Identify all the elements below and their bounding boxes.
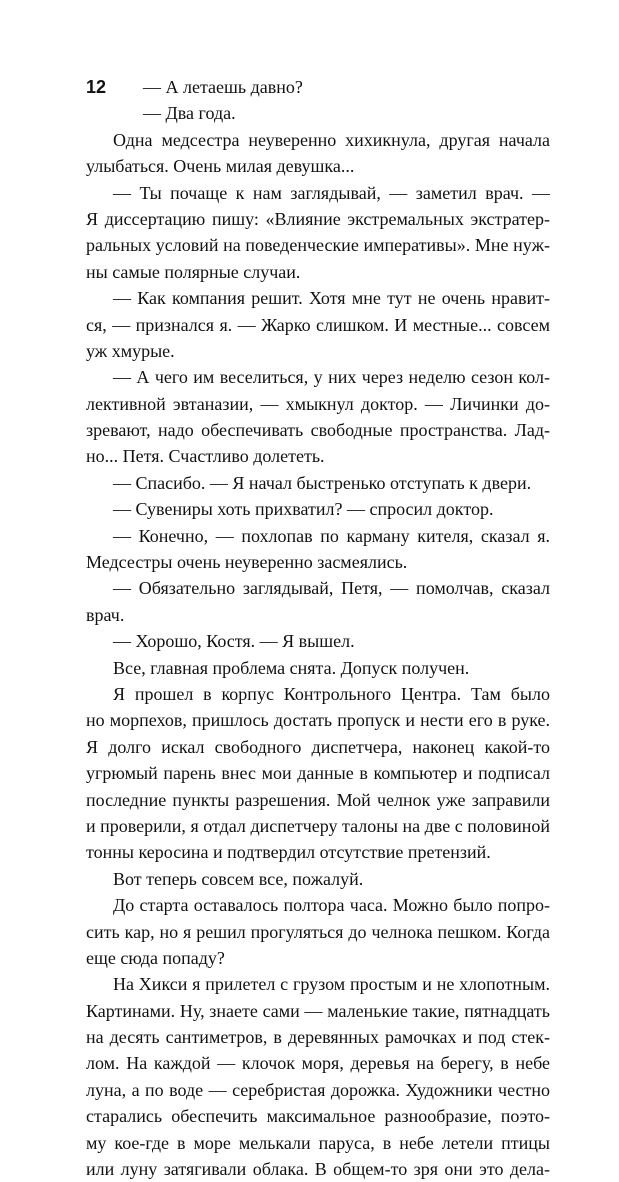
text-line: сить кар, но я решил прогуляться до челнока пешком. Когда	[86, 921, 550, 942]
text-line: — Конечно, — похлопав по карману кителя, сказал я.	[113, 525, 550, 546]
text-line: лом. На каждой — клочок моря, деревья на берегу, в небе	[86, 1053, 550, 1074]
text-line: — Два года.	[143, 103, 236, 124]
text-line: лективной эвтаназии, — хмыкнул доктор. — Личинки до-	[86, 393, 550, 414]
text-line: На Хикси я прилетел с грузом простым и не хлопотным.	[113, 974, 550, 995]
text-line: ся, — признался я. — Жарко слишком. И местные... совсем	[86, 314, 550, 335]
text-line: последние пункты разрешения. Мой челнок уже заправили	[86, 789, 550, 810]
text-line: тонны керосина и подтвердил отсутствие претензий.	[86, 842, 491, 863]
text-line: Я прошел в корпус Контрольного Центра. Там было	[113, 683, 550, 704]
text-line: — Обязательно заглядывай, Петя, — помолчав, сказал	[113, 578, 550, 599]
text-line: — Сувениры хоть прихватил? — спросил доктор.	[113, 499, 494, 520]
page-number: 12	[86, 77, 107, 97]
text-line: ны самые полярные случаи.	[86, 261, 301, 282]
text-line: Я долго искал свободного диспетчера, наконец какой-то	[86, 736, 550, 757]
text-line: — Спасибо. — Я начал быстренько отступать к двери.	[113, 472, 532, 493]
text-line: Одна медсестра неуверенно хихикнула, другая начала	[113, 129, 550, 150]
text-line: — Как компания решит. Хотя мне тут не очень нравит-	[113, 288, 550, 309]
text-line: или луну затягивали облака. В общем-то зря они это дела-	[86, 1159, 550, 1180]
text-line: на десять сантиметров, в деревянных рамочках и под стек-	[86, 1027, 550, 1048]
text-line: уж хмурые.	[86, 340, 175, 361]
text-line: улыбаться. Очень милая девушка...	[86, 156, 355, 177]
text-line: врач.	[86, 604, 125, 625]
text-line: зревают, надо обеспечивать свободные пространства. Лад-	[86, 420, 550, 441]
text-line: — А чего им веселиться, у них через неделю сезон кол-	[113, 367, 550, 388]
text-line: но морпехов, пришлось достать пропуск и нести его в руке.	[86, 710, 550, 731]
text-line: угрюмый парень внес мои данные в компьютер и подписал	[86, 763, 550, 784]
text-line: старались обеспечить максимальное разнообразие, поэто-	[86, 1106, 550, 1127]
text-line: Медсестры очень неуверенно засмеялись.	[86, 552, 408, 573]
text-line: и проверили, я отдал диспетчеру талоны на две с половиной	[86, 815, 550, 836]
text-line: луна, а по воде — серебристая дорожка. Художники честно	[86, 1079, 550, 1100]
text-line: Все, главная проблема снята. Допуск получен.	[113, 657, 470, 678]
text-line: Картинами. Ну, знаете сами — маленькие такие, пятнадцать	[86, 1000, 550, 1021]
text-line: — Ты почаще к нам заглядывай, — заметил врач. —	[113, 182, 550, 203]
text-line: До старта оставалось полтора часа. Можно было попро-	[113, 895, 550, 916]
text-line: Я диссертацию пишу: «Влияние экстремальных экстратер-	[86, 208, 550, 229]
text-line: Вот теперь совсем все, пожалуй.	[113, 868, 364, 889]
page-text	[86, 74, 550, 1182]
text-line: еще сюда попаду?	[86, 947, 225, 968]
text-line: но... Петя. Счастливо долететь.	[86, 446, 325, 467]
text-line: му кое-где в море мелькали паруса, в небе летели птицы	[86, 1132, 550, 1153]
text-line: — Хорошо, Костя. — Я вышел.	[113, 631, 355, 652]
text-line: — А летаешь давно?	[143, 77, 303, 97]
text-line: ральных условий на поведенческие императивы». Мне нуж-	[86, 235, 550, 256]
